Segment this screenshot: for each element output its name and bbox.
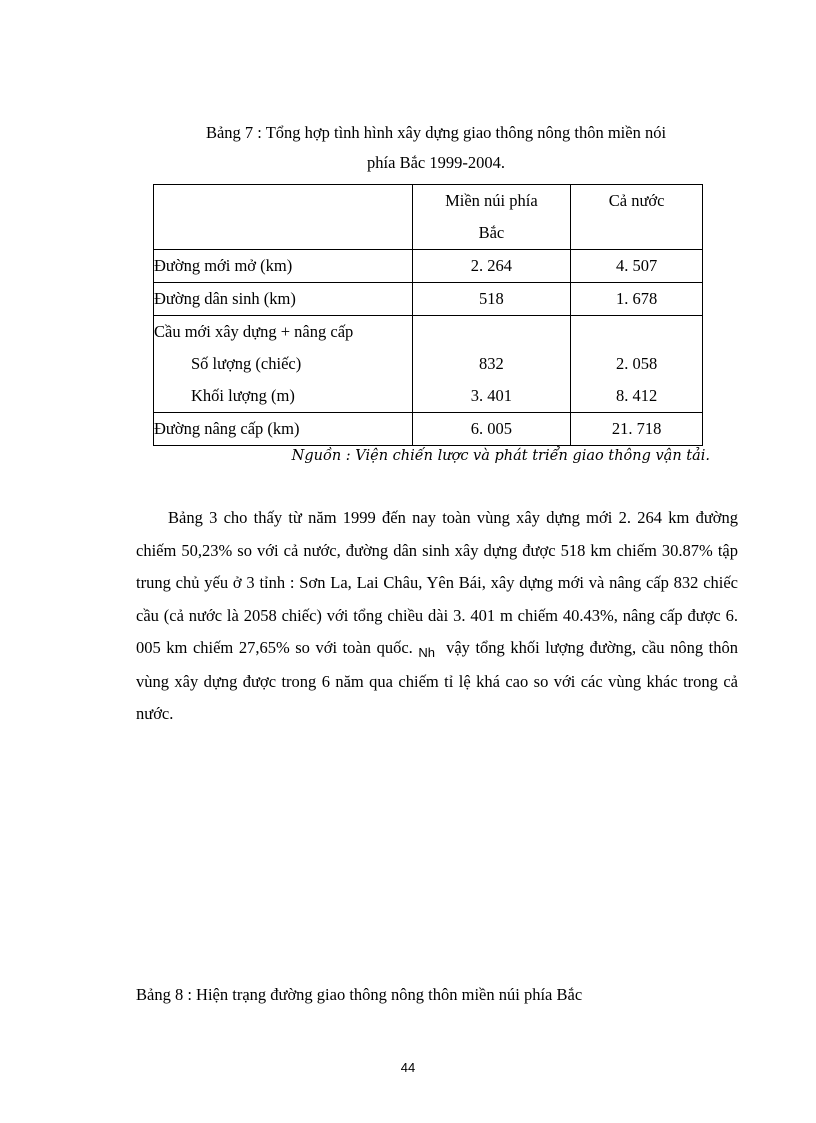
bridge-length-north: 3. 401 bbox=[470, 386, 513, 405]
body-paragraph bbox=[136, 502, 738, 731]
header-empty-cell bbox=[154, 185, 413, 250]
bridge-label: Cầu mới xây dựng + nâng cấp bbox=[154, 322, 354, 341]
bridge-count-national: 2. 058 bbox=[615, 354, 658, 373]
table-row bbox=[154, 413, 703, 446]
table7-source: Nguồn : Viện chiến lược và phát triển giao thông vận tải. bbox=[291, 448, 710, 464]
bridge-label-cell bbox=[154, 316, 413, 413]
table-row-bridges bbox=[154, 316, 703, 413]
paragraph-part2: vậy tổng khối lượng đường, cầu nông thôn vùng xây dựng được trong 6 năm qua chiếm tỉ lệ khá cao so với các vùng khác trong cả nước. bbox=[136, 638, 739, 723]
row-north-value: 518 bbox=[412, 283, 571, 316]
header-north-cell bbox=[412, 185, 571, 250]
table-row bbox=[154, 250, 703, 283]
paragraph-nh: Nh bbox=[418, 645, 435, 660]
page-number: 44 bbox=[400, 1060, 416, 1075]
row-north-value: 6. 005 bbox=[412, 413, 571, 446]
table7 bbox=[153, 184, 703, 446]
header-north-line2: Bắc bbox=[478, 223, 505, 242]
table7-caption-line2: phía Bắc 1999-2004. bbox=[367, 153, 505, 172]
row-national-value: 21. 718 bbox=[571, 413, 703, 446]
row-label: Đường dân sinh (km) bbox=[154, 283, 413, 316]
bridge-length-label: Khối lượng (m) bbox=[191, 386, 295, 405]
table8-caption: Bảng 8 : Hiện trạng đường giao thông nông thôn miền núi phía Bắc bbox=[136, 985, 583, 1004]
table-header-row bbox=[154, 185, 703, 250]
row-label: Đường mới mở (km) bbox=[154, 250, 413, 283]
row-national-value: 1. 678 bbox=[571, 283, 703, 316]
row-label: Đường nâng cấp (km) bbox=[154, 413, 413, 446]
bridge-count-label: Số lượng (chiếc) bbox=[191, 354, 302, 373]
bridge-count-north: 832 bbox=[479, 354, 504, 373]
paragraph-part1: Bảng 3 cho thấy từ năm 1999 đến nay toàn vùng xây dựng mới 2. 264 km đường chiếm 50,23% so với cả nước, đường dân sinh xây dựng được 518 km chiếm 30.87% tập trung chủ yếu ở 3 tỉnh : Sơn La, Lai Châu, Yên Bái, xây dựng mới và nâng cấp 832 chiếc cầu (cả nước là 2058 chiếc) với tổng chiều dài 3. 401 m chiếm 40.43%, nâng cấp được 6. 005 km chiếm 27,65% so với toàn quốc. bbox=[136, 508, 738, 657]
row-north-value: 2. 264 bbox=[412, 250, 571, 283]
table-row bbox=[154, 283, 703, 316]
bridge-north-cell bbox=[412, 316, 571, 413]
table7-caption-line1: Bảng 7 : Tổng hợp tình hình xây dựng giao thông nông thôn miền nói bbox=[205, 123, 667, 142]
header-north-line1: Miền núi phía bbox=[445, 191, 538, 210]
bridge-national-cell bbox=[571, 316, 703, 413]
header-national-cell: Cả nước bbox=[571, 185, 703, 250]
row-national-value: 4. 507 bbox=[571, 250, 703, 283]
bridge-length-national: 8. 412 bbox=[615, 386, 658, 405]
